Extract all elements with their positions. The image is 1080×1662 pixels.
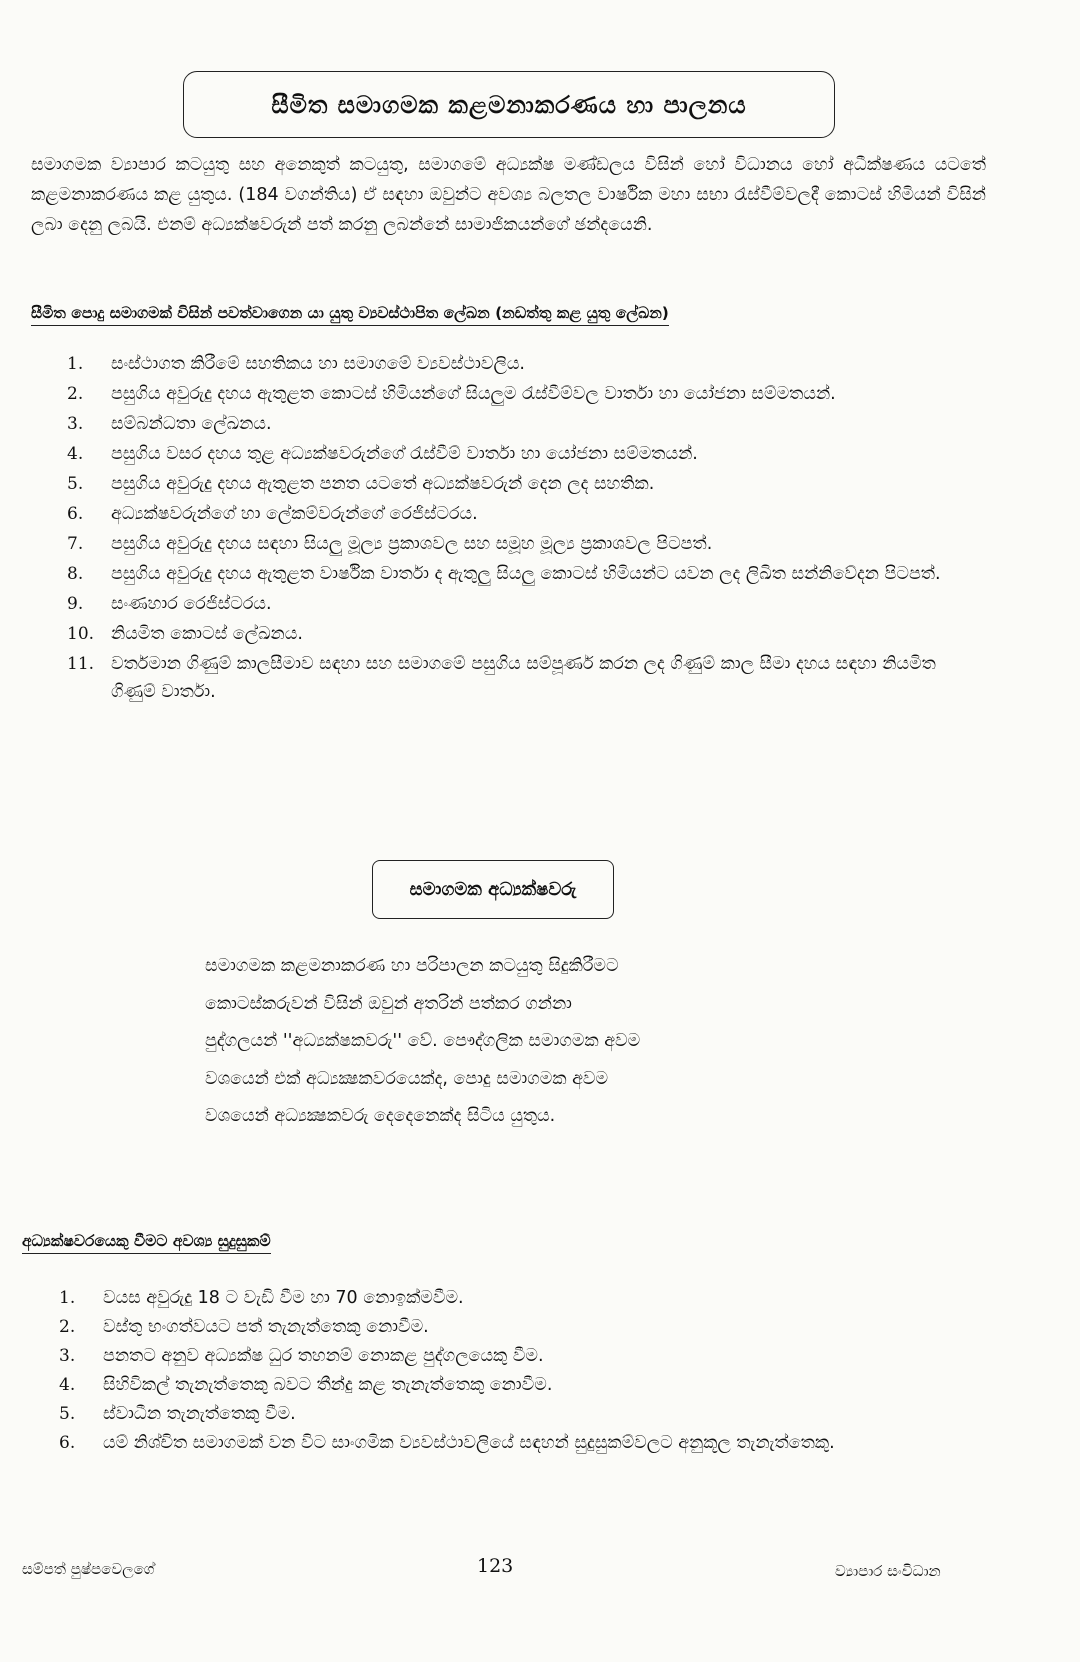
list-item [59, 1342, 959, 1370]
list-item [67, 380, 982, 408]
item-number: 10. [67, 624, 95, 644]
item-number: 4. [59, 1375, 76, 1395]
item-text: පසුගිය අවුරුදු දහය ඇතුළත කොටස් හිමියන්ගේ සියලුම රැස්වීම්වල වාර්තා හා යෝජනා සම්මතයන්. [111, 384, 836, 404]
item-number: 5. [59, 1404, 76, 1424]
list-item [67, 590, 982, 618]
list-item [67, 440, 982, 468]
item-text: පසුගිය අවුරුදු දහය සඳහා සියලු මූල්‍ය ප්‍රකාශවල සහ සමූහ මූල්‍ය ප්‍රකාශවල පිටපත්. [111, 534, 713, 554]
item-text: වයස අවුරුදු 18 ට වැඩි වීම හා 70 නොඉක්මවීම. [103, 1288, 464, 1308]
item-number: 2. [67, 384, 84, 404]
item-text: සංස්ථාගත කිරීමේ සහතිකය හා සමාගමේ ව්‍යවස්ථාවලිය. [111, 354, 525, 374]
page-title-box [183, 71, 835, 138]
item-number: 1. [59, 1288, 76, 1308]
item-number: 3. [67, 414, 84, 434]
list-item [67, 560, 982, 588]
item-text: යම් නිශ්චිත සමාගමක් වන විට සාංගමික ව්‍යවස්ථාවලියේ සඳහන් සුදුසුකම්වලට අනුකූල තැනැත්තෙකු. [103, 1433, 835, 1453]
item-number: 8. [67, 564, 84, 584]
list-item [67, 470, 982, 498]
item-number: 3. [59, 1346, 76, 1366]
paragraph-line: පුද්ගලයන් ''අධ්‍යක්ෂකවරු'' වේ. පෞද්ගලික සමාගමක අවම [205, 1031, 641, 1051]
list-item [67, 350, 982, 378]
list-item [67, 410, 982, 438]
item-number: 4. [67, 444, 84, 464]
item-text: සිහිවිකල් තැනැත්තෙකු බවට තීන්දු කළ තැනැත්තෙකු නොවීම. [103, 1375, 553, 1395]
paragraph-line: සමාගමක කළමනාකරණ හා පරිපාලන කටයුතු සිදුකිරීමට [205, 956, 619, 976]
item-text: නියමිත කොටස් ලේඛනය. [111, 624, 303, 644]
list-item [59, 1371, 959, 1399]
item-number: 2. [59, 1317, 76, 1337]
list-item [59, 1284, 959, 1312]
page-title: සීමිත සමාගමක කළමනාකරණය හා පාලනය [271, 90, 747, 119]
item-text: පසුගිය වසර දහය තුළ අධ්‍යක්ෂවරුන්ගේ රැස්වීම් වාර්තා හා යෝජනා සම්මතයන්. [111, 444, 698, 464]
qualifications-list [59, 1284, 959, 1458]
list-item [59, 1400, 959, 1428]
intro-paragraph: සමාගමක ව්‍යාපාර කටයුතු සහ අනෙකුත් කටයුතු, සමාගමේ අධ්‍යක්ෂ මණ්ඩලය විසින් හෝ විධානය හෝ අධීක්ෂණය යටතේ කළමනාකරණය කළ යුතුය. (184 වගන්තිය) ඒ සඳහා ඔවුන්ට අවශ්‍ය බලතල වාර්ෂික මහා සභා රැස්වීම්වලදී කොටස් හිමියන් විසින් ලබා දෙනු ලබයි. එනම් අධ්‍යක්ෂවරුන් පත් කරනු ලබන්නේ සාමාජිකයන්ගේ ඡන්දයෙනි. [31, 155, 986, 235]
paragraph-line: කොටස්කරුවන් විසින් ඔවුන් අතරින් පත්කර ගන්නා [205, 993, 572, 1014]
paragraph-line: වශයෙන් එක් අධ්‍යක්‍ෂකවරයෙක්ද, පොදු සමාගමක අවම [205, 1068, 609, 1089]
list-item [67, 530, 982, 558]
item-text: අධ්‍යක්ෂවරුන්ගේ හා ලේකම්වරුන්ගේ රෙජිස්ටරය. [111, 504, 478, 524]
item-number: 7. [67, 534, 84, 554]
list-item [67, 620, 982, 648]
directors-title: සමාගමක අධ්‍යක්ෂවරු [409, 879, 577, 900]
page-number: 123 [477, 1555, 514, 1577]
item-text: වර්තමාන ගිණුම් කාලසීමාව සඳහා සහ සමාගමේ පසුගිය සම්පූර්ණ කරන ලද ගිණුම් කාල සීමා දහය සඳහා නියමිත ගිණුම් වාර්තා. [111, 654, 936, 702]
list-item [67, 500, 982, 528]
item-text: සම්බන්ධතා ලේඛනය. [111, 414, 272, 434]
item-text: පසුගිය අවුරුදු දහය ඇතුළත පනත යටතේ අධ්‍යක්ෂවරුන් දෙන ලද සහතික. [111, 474, 655, 494]
paragraph-line: වශයෙන් අධ්‍යක්‍ෂකවරු දෙදෙනෙක්ද සිටිය යුතුය. [205, 1106, 556, 1126]
directors-paragraph [205, 948, 845, 1136]
list-item [59, 1429, 959, 1457]
item-text: වස්තු භංගත්වයට පත් තැනැත්තෙකු නොවීම. [103, 1317, 429, 1337]
statutory-records-list [67, 350, 982, 708]
item-number: 11. [67, 654, 95, 674]
item-number: 9. [67, 594, 84, 614]
list-item [59, 1313, 959, 1341]
item-text: ස්වාධීන තැනැත්තෙකු වීම. [103, 1404, 296, 1424]
item-text: සංණහාර රෙජිස්ටරය. [111, 594, 272, 614]
qualifications-heading: අධ්‍යක්ෂවරයෙකු වීමට අවශ්‍ය සුදුසුකම් [22, 1232, 271, 1254]
item-text: පනතට අනුව අධ්‍යක්ෂ ධුර තහනම් නොකළ පුද්ගලයෙකු වීම. [103, 1346, 544, 1366]
item-number: 5. [67, 474, 84, 494]
item-text: පසුගිය අවුරුදු දහය ඇතුළත වාර්ෂික වාර්තා ද ඇතුලු සියලු කොටස් හිමියන්ට යවන ලද ලිඛිත සන්නිවේදන පිටපත්. [111, 564, 941, 584]
directors-title-box [372, 860, 614, 919]
item-number: 6. [59, 1433, 76, 1453]
item-number: 6. [67, 504, 84, 524]
list-item [67, 650, 982, 706]
footer-subject: ව්‍යාපාර සංවිධාන [835, 1562, 941, 1580]
footer-author: සම්පත් පුෂ්පවෙලගේ [22, 1560, 155, 1578]
item-number: 1. [67, 354, 84, 374]
statutory-records-heading: සීමිත පොදු සමාගමක් විසින් පවත්වාගෙන යා යුතු ව්‍යවස්ථාපිත ලේඛන (නඩත්තු කළ යුතු ලේඛන) [31, 304, 669, 326]
